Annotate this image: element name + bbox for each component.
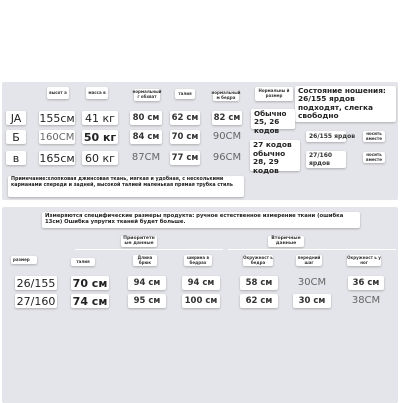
length-cell: 95 см bbox=[128, 294, 166, 308]
waist-cell: 70 см bbox=[72, 276, 108, 290]
length-cell: 94 см bbox=[128, 276, 166, 290]
header-leg-opening: Окружност ь у ног bbox=[347, 254, 381, 265]
size-chip: 27/160 ярдов bbox=[306, 151, 346, 168]
row-hips: 90СМ bbox=[212, 131, 242, 142]
measurement-note: Измеряются специфические размеры продукта: ручное естественное измерение ткани (ошибка 13см) Ошибка упругих тканей будет больше. bbox=[42, 212, 360, 228]
size-chip: 26/155 ярдов bbox=[306, 131, 346, 142]
group-primary: Приоритетн ые данные bbox=[121, 236, 157, 247]
row-waist: 62 см bbox=[171, 113, 199, 123]
header-waist: талия bbox=[71, 258, 95, 266]
front-rise-cell: 30СМ bbox=[297, 277, 327, 288]
row-label: Б bbox=[6, 130, 26, 144]
hip-width-cell: 94 см bbox=[182, 276, 220, 290]
header-weight: масса в bbox=[86, 87, 108, 99]
row-weight: 50 кг bbox=[83, 130, 117, 144]
group-divider bbox=[75, 249, 223, 250]
leg-opening-cell: 36 см bbox=[348, 276, 384, 290]
header-size: Нормальны й размер bbox=[255, 87, 293, 101]
row-chest: 84 см bbox=[130, 130, 162, 144]
size-cell: 27/160 bbox=[16, 294, 56, 308]
header-chest: нормальный г обхват bbox=[132, 89, 162, 99]
row-chest: 80 см bbox=[130, 111, 162, 125]
header-length: Длина брюк bbox=[133, 255, 157, 266]
wear-state-note: Состояние ношения: 26/155 ярдов подходят, слегка свободно bbox=[295, 86, 396, 122]
row-size-note: 27 кодов обычно 28, 29 кодов bbox=[250, 140, 300, 171]
row-waist: 77 см bbox=[171, 153, 199, 163]
row-height: 165см bbox=[39, 151, 75, 165]
row-label: в bbox=[6, 151, 26, 165]
front-rise-cell: 30 см bbox=[293, 294, 331, 308]
row-weight: 41 кг bbox=[82, 111, 118, 125]
thigh-cell: 62 см bbox=[240, 294, 278, 308]
header-waist: талия bbox=[175, 89, 195, 99]
thigh-cell: 58 см bbox=[240, 276, 278, 290]
header-hip-width: ширина в бедрах bbox=[184, 255, 212, 266]
row-hips: 96СМ bbox=[212, 152, 242, 163]
row-chest: 87СМ bbox=[131, 152, 161, 163]
header-thigh: Окружност ь бедра bbox=[243, 254, 273, 265]
group-divider bbox=[228, 249, 396, 250]
row-weight: 60 кг bbox=[82, 151, 118, 165]
fabric-footnote: Примечание:хлопковая джинсовая ткань, мягкая и удобная, с несколькими карманами спереди и задней, высокой талией маленькая прямая трубка стиль bbox=[8, 176, 244, 197]
header-height: высот а bbox=[47, 87, 69, 99]
row-waist: 70 см bbox=[171, 132, 199, 142]
waist-cell: 74 см bbox=[72, 294, 108, 308]
size-cell: 26/155 bbox=[16, 276, 56, 290]
row-height: 160СМ bbox=[39, 131, 75, 143]
header-front-rise: передний шаг bbox=[297, 254, 321, 265]
row-height: 155см bbox=[39, 111, 75, 125]
side-chip: носить вместе bbox=[363, 131, 385, 142]
row-label: JA bbox=[6, 111, 26, 125]
header-hips: нормальный м бедра bbox=[211, 90, 241, 100]
header-size: размер bbox=[11, 256, 37, 264]
hip-width-cell: 100 см bbox=[182, 294, 220, 308]
side-chip: носить вместе bbox=[363, 152, 385, 163]
leg-opening-cell: 38СМ bbox=[351, 295, 381, 306]
group-secondary: Вторичные данные bbox=[268, 236, 304, 247]
row-size-note: Обычно 25, 26 кодов bbox=[251, 109, 295, 129]
row-hips: 82 см bbox=[213, 113, 241, 123]
